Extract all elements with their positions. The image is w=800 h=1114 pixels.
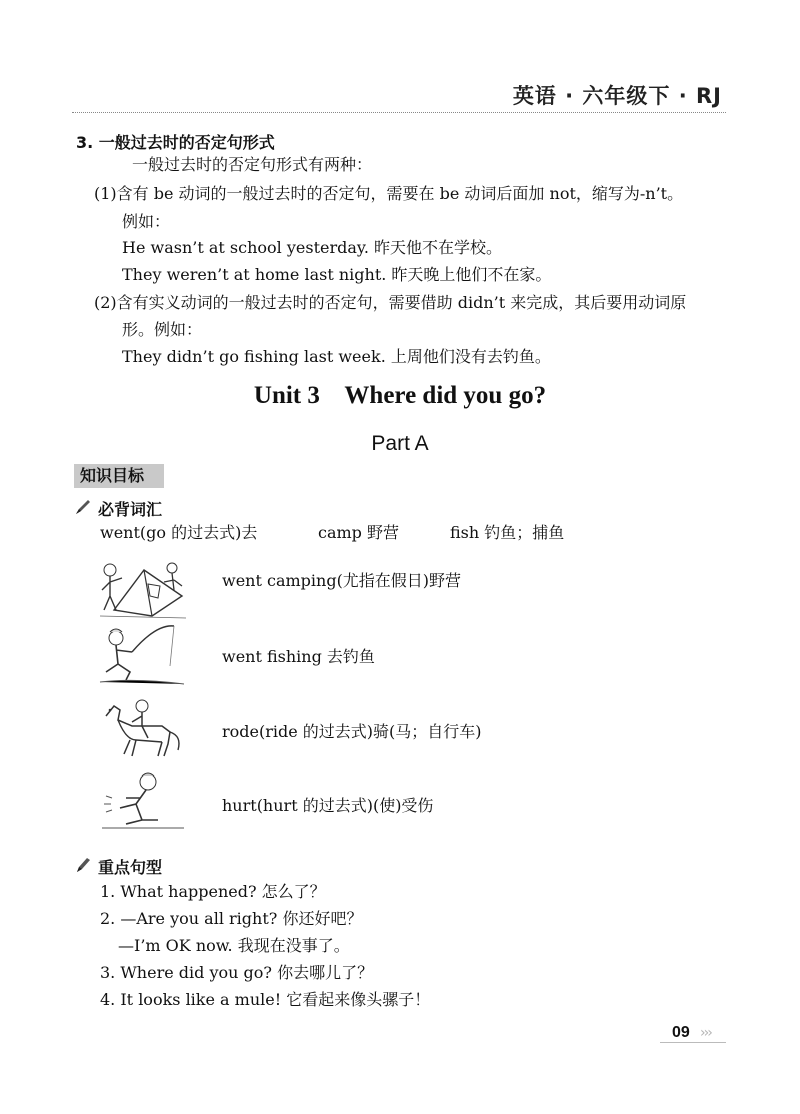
footer-divider	[660, 1042, 726, 1043]
fishing-illustration	[96, 622, 188, 688]
sentence-item: 1. What happened? 怎么了？	[100, 882, 326, 901]
part-title: Part A	[371, 432, 429, 455]
grammar-example-2: They weren’t at home last night. 昨天晚上他们不在家。	[122, 265, 552, 284]
vocab-item: went(go 的过去式)去	[100, 523, 258, 542]
page-arrows-icon: ›››	[700, 1025, 711, 1041]
sentence-item: 4. It looks like a mule! 它看起来像头骡子！	[100, 990, 431, 1009]
sentence-item: —I’m OK now. 我现在没事了。	[118, 936, 350, 955]
grammar-section-title: 3. 一般过去时的否定句形式	[76, 133, 275, 152]
grammar-rule-2-cont: 形。例如：	[122, 320, 203, 339]
phrase-text: went fishing 去钓鱼	[222, 647, 375, 666]
phrase-text: hurt(hurt 的过去式)(使)受伤	[222, 796, 434, 815]
vocab-item: fish 钓鱼；捕鱼	[450, 523, 565, 542]
pen-icon	[74, 856, 92, 874]
vocab-heading: 必背词汇	[98, 500, 163, 519]
pen-icon	[74, 498, 92, 516]
unit-title: Unit 3 Where did you go?	[253, 382, 547, 409]
phrase-text: rode(ride 的过去式)骑(马；自行车)	[222, 722, 482, 741]
grammar-rule-1: (1)含有 be 动词的一般过去时的否定句，需要在 be 动词后面加 not，缩写为-n’t。	[94, 184, 684, 203]
sentence-item: 2. —Are you all right? 你还好吧？	[100, 909, 363, 928]
page-number: 09	[672, 1024, 690, 1041]
grammar-example-1: He wasn’t at school yesterday. 昨天他不在学校。	[122, 238, 502, 257]
sentence-item: 3. Where did you go? 你去哪儿了？	[100, 963, 374, 982]
grammar-rule-1-cont: 例如：	[122, 212, 171, 231]
vocab-item: camp 野营	[318, 523, 400, 542]
grammar-example-3: They didn’t go fishing last week. 上周他们没有去钓鱼。	[122, 347, 551, 366]
phrase-text: went camping(尤指在假日)野营	[222, 571, 462, 590]
sentence-heading: 重点句型	[98, 858, 163, 877]
camping-illustration	[96, 556, 188, 622]
header-divider	[72, 112, 726, 113]
hurt-illustration	[96, 768, 188, 834]
grammar-intro: 一般过去时的否定句形式有两种：	[132, 155, 373, 174]
grammar-rule-2: (2)含有实义动词的一般过去时的否定句，需要借助 didn’t 来完成，其后要用动词原	[94, 293, 687, 312]
horse-riding-illustration	[96, 696, 188, 762]
header-title: 英语 · 六年级下 · RJ	[512, 84, 722, 108]
knowledge-tag: 知识目标	[74, 464, 164, 488]
